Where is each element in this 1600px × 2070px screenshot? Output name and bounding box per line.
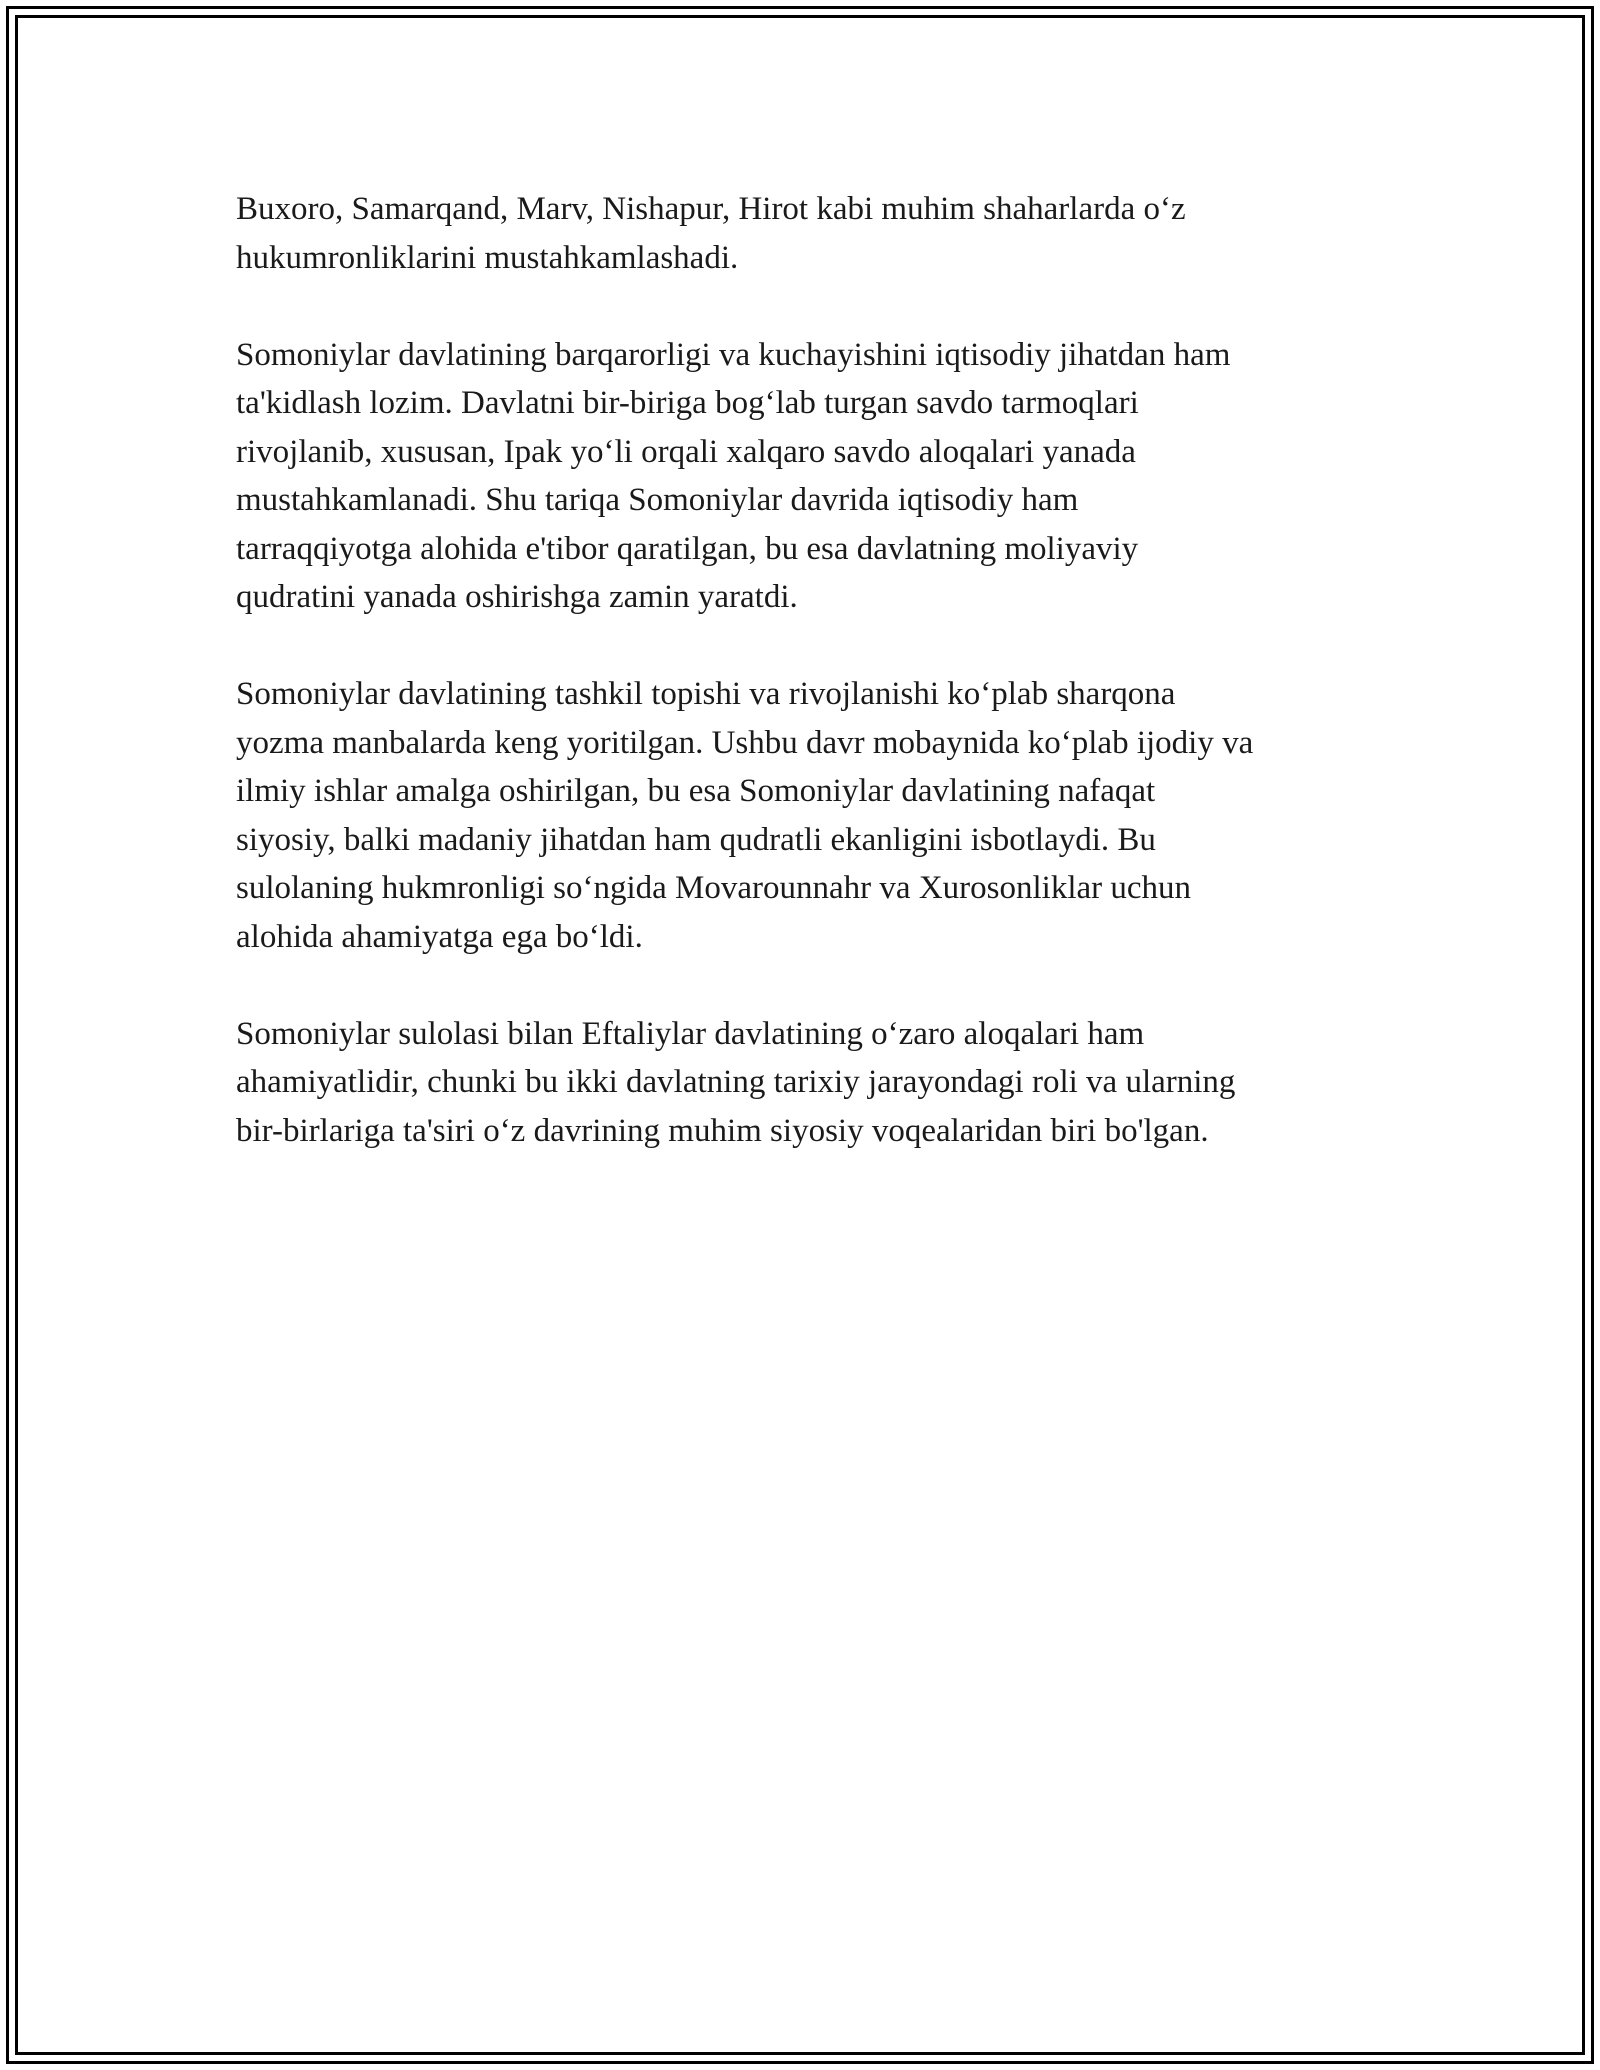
paragraph-economy: Somoniylar davlatining barqarorligi va kuchayishini iqtisodiy jihatdan ham ta'kidlash lozim. Davlatni bir-biriga bog‘lab turgan savdo tarmoqlari rivojlanib, xususan, Ipak yo‘li orqali xalqaro savdo aloqalari yanada mustahkamlanadi. Shu tariqa Somoniylar davrida iqtisodiy ham tarraqqiyotga alohida e'tibor qaratilgan, bu esa davlatning moliyaviy qudratini yanada oshirishga zamin yaratdi.: [236, 336, 1231, 615]
paragraph-relations: Somoniylar sulolasi bilan Eftaliylar davlatining o‘zaro aloqalari ham ahamiyatlidir, chunki bu ikki davlatning tarixiy jarayondagi roli va ularning bir-birlariga ta'siri o‘z davrining muhim siyosiy voqealaridan biri bo'lgan.: [236, 1015, 1236, 1149]
paragraph-sources: Somoniylar davlatining tashkil topishi va rivojlanishi ko‘plab sharqona yozma manbalarda keng yoritilgan. Ushbu davr mobaynida ko‘plab ijodiy va ilmiy ishlar amalga oshirilgan, bu esa Somoniylar davlatining nafaqat siyosiy, balki madaniy jihatdan ham qudratli ekanligini isbotlaydi. Bu sulolaning hukmronligi so‘ngida Movarounnahr va Xurosonliklar uchun alohida ahamiyatga ega bo‘ldi.: [236, 676, 1254, 955]
paragraph-cities: Buxoro, Samarqand, Marv, Nishapur, Hirot kabi muhim shaharlarda o‘z hukumronliklarini mustahkamlashadi.: [236, 191, 1186, 276]
document-body: [236, 185, 1386, 1204]
